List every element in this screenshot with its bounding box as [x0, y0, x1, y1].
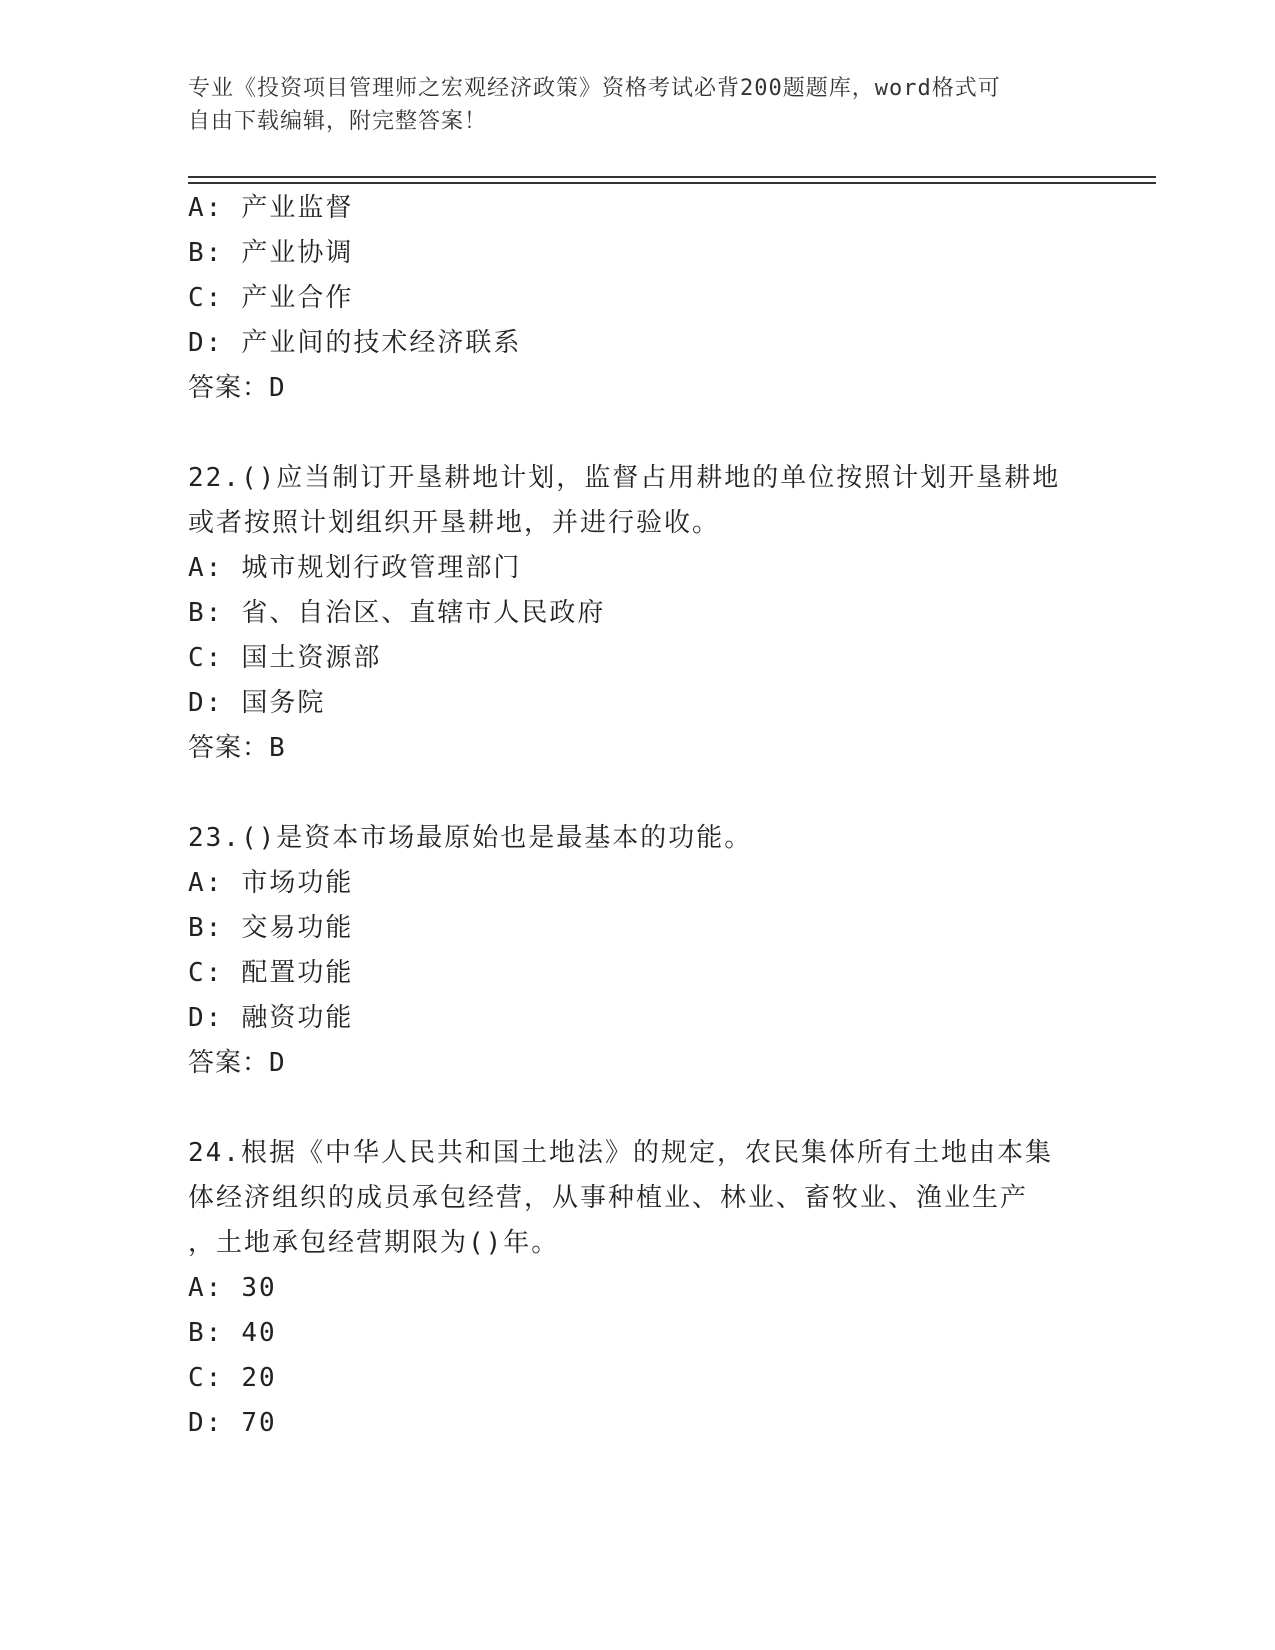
option-letter: B: [188, 1318, 224, 1348]
q22-stem-line-1: 22.()应当制订开垦耕地计划，监督占用耕地的单位按照计划开垦耕地 [188, 463, 1061, 493]
option-letter: D: [188, 328, 224, 358]
q21-option-d [188, 326, 521, 360]
document-header [188, 72, 1088, 138]
q22-option-a [188, 551, 521, 585]
q21-option-a [188, 191, 353, 225]
q23-option-c [188, 956, 353, 990]
option-letter: A: [188, 868, 224, 898]
q24-stem-line-2: 体经济组织的成员承包经营，从事种植业、林业、畜牧业、渔业生产 [188, 1183, 1029, 1213]
option-text: 融资功能 [241, 1003, 354, 1033]
q24-option-c [188, 1361, 277, 1395]
option-letter: B: [188, 913, 224, 943]
option-text: 30 [241, 1273, 277, 1303]
option-letter: A: [188, 1273, 224, 1303]
q21-option-c [188, 281, 353, 315]
q22-answer: 答案：B [188, 733, 286, 763]
option-text: 40 [241, 1318, 277, 1348]
header-rule-bottom [188, 182, 1156, 184]
option-text: 产业协调 [241, 238, 354, 268]
option-letter: D: [188, 1408, 224, 1438]
header-line-1: 专业《投资项目管理师之宏观经济政策》资格考试必背200题题库，word格式可 [188, 76, 1001, 101]
header-line-2: 自由下载编辑，附完整答案！ [188, 109, 488, 134]
option-text: 产业合作 [241, 283, 354, 313]
option-letter: C: [188, 958, 224, 988]
q23-option-a [188, 866, 353, 900]
option-text: 产业间的技术经济联系 [241, 328, 522, 358]
option-letter: C: [188, 283, 224, 313]
q23-answer: 答案：D [188, 1048, 286, 1078]
q24-option-b [188, 1316, 277, 1350]
option-text: 城市规划行政管理部门 [241, 553, 522, 583]
option-text: 市场功能 [241, 868, 354, 898]
option-text: 省、自治区、直辖市人民政府 [241, 598, 606, 628]
option-text: 交易功能 [241, 913, 354, 943]
q23-option-b [188, 911, 353, 945]
option-letter: D: [188, 688, 224, 718]
option-letter: C: [188, 1363, 224, 1393]
q21-option-b [188, 236, 353, 270]
option-letter: A: [188, 193, 224, 223]
q24-stem-line-3: ，土地承包经营期限为()年。 [188, 1228, 560, 1258]
q24-option-d [188, 1406, 277, 1440]
option-letter: B: [188, 238, 224, 268]
q24-option-a [188, 1271, 277, 1305]
q22-option-c [188, 641, 381, 675]
option-text: 70 [241, 1408, 277, 1438]
q24-stem-line-1: 24.根据《中华人民共和国土地法》的规定，农民集体所有土地由本集 [188, 1138, 1053, 1168]
option-letter: B: [188, 598, 224, 628]
option-text: 配置功能 [241, 958, 354, 988]
option-letter: D: [188, 1003, 224, 1033]
option-letter: C: [188, 643, 224, 673]
header-rule-top [188, 176, 1156, 178]
option-text: 国务院 [241, 688, 326, 718]
option-text: 产业监督 [241, 193, 354, 223]
q22-option-b [188, 596, 605, 630]
option-letter: A: [188, 553, 224, 583]
option-text: 国土资源部 [241, 643, 382, 673]
q22-stem-line-2: 或者按照计划组织开垦耕地，并进行验收。 [188, 508, 721, 538]
option-text: 20 [241, 1363, 277, 1393]
q22-option-d [188, 686, 325, 720]
q23-option-d [188, 1001, 353, 1035]
q23-stem-line-1: 23.()是资本市场最原始也是最基本的功能。 [188, 823, 753, 853]
q21-answer: 答案：D [188, 373, 286, 403]
